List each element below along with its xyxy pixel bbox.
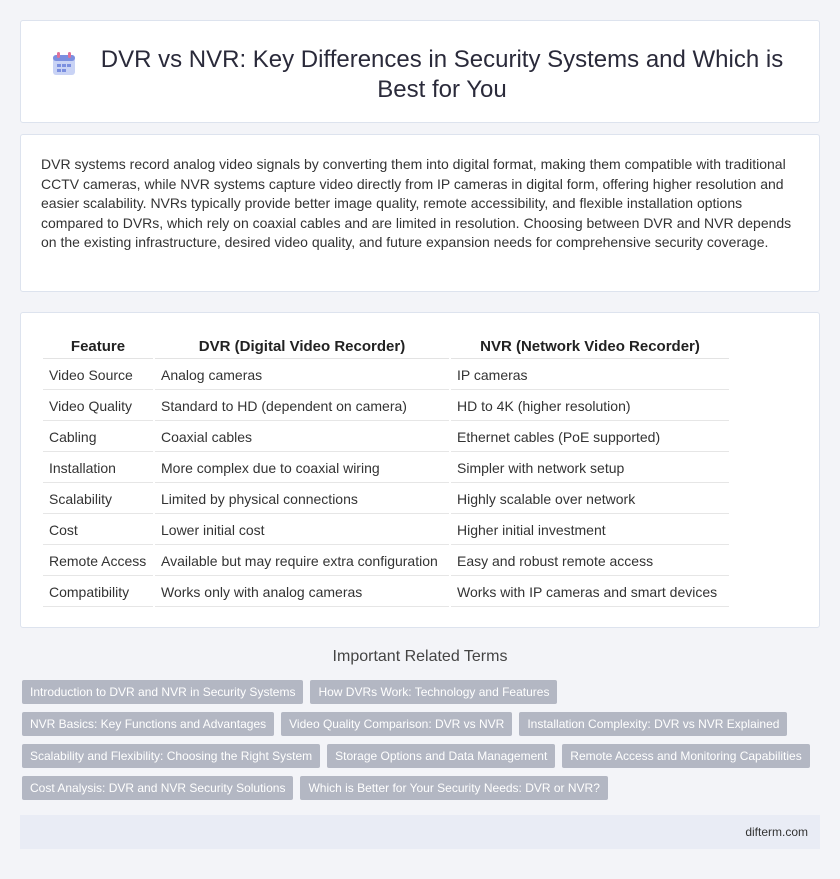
- dvr-cell: Works only with analog cameras: [155, 578, 449, 607]
- dvr-cell: Coaxial cables: [155, 423, 449, 452]
- dvr-cell: Analog cameras: [155, 361, 449, 390]
- table-row: [43, 423, 729, 452]
- related-term-link[interactable]: Introduction to DVR and NVR in Security Systems: [22, 680, 303, 704]
- related-term-link[interactable]: Installation Complexity: DVR vs NVR Explained: [519, 712, 787, 736]
- footer: [20, 815, 820, 849]
- header-feature: Feature: [43, 335, 153, 359]
- feature-cell: Installation: [43, 454, 153, 483]
- table-row: [43, 392, 729, 421]
- related-term-link[interactable]: Cost Analysis: DVR and NVR Security Solutions: [22, 776, 293, 800]
- feature-cell: Scalability: [43, 485, 153, 514]
- table-row: [43, 516, 729, 545]
- comparison-table: [41, 333, 731, 609]
- nvr-cell: Simpler with network setup: [451, 454, 729, 483]
- feature-cell: Remote Access: [43, 547, 153, 576]
- header-nvr: NVR (Network Video Recorder): [451, 335, 729, 359]
- page-title: DVR vs NVR: Key Differences in Security Systems and Which is Best for You: [100, 46, 784, 103]
- related-term-link[interactable]: NVR Basics: Key Functions and Advantages: [22, 712, 274, 736]
- related-terms-list: [22, 680, 818, 808]
- dvr-cell: Lower initial cost: [155, 516, 449, 545]
- intro-card: [20, 134, 820, 292]
- feature-cell: Video Source: [43, 361, 153, 390]
- table-row: [43, 547, 729, 576]
- table-row: [43, 578, 729, 607]
- header-dvr: DVR (Digital Video Recorder): [155, 335, 449, 359]
- nvr-cell: Easy and robust remote access: [451, 547, 729, 576]
- comparison-card: [20, 312, 820, 628]
- nvr-cell: Ethernet cables (PoE supported): [451, 423, 729, 452]
- nvr-cell: Highly scalable over network: [451, 485, 729, 514]
- nvr-cell: HD to 4K (higher resolution): [451, 392, 729, 421]
- feature-cell: Cabling: [43, 423, 153, 452]
- table-row: [43, 485, 729, 514]
- related-term-link[interactable]: Video Quality Comparison: DVR vs NVR: [281, 712, 512, 736]
- intro-paragraph: DVR systems record analog video signals by converting them into digital format, making them compatible with traditional CCTV cameras, while NVR systems capture video directly from IP cameras in digital form, offering higher resolution and easier scalability. NVRs typically provide better image quality, remote accessibility, and flexible installation options compared to DVRs, which rely on coaxial cables and are limited in resolution. Choosing between DVR and NVR depends on the existing infrastructure, desired video quality, and future expansion needs for comprehensive security coverage.: [41, 156, 792, 250]
- dvr-cell: Standard to HD (dependent on camera): [155, 392, 449, 421]
- feature-cell: Compatibility: [43, 578, 153, 607]
- feature-cell: Cost: [43, 516, 153, 545]
- nvr-cell: Works with IP cameras and smart devices: [451, 578, 729, 607]
- footer-site-link[interactable]: difterm.com: [745, 825, 808, 839]
- related-term-link[interactable]: Which is Better for Your Security Needs: DVR or NVR?: [300, 776, 607, 800]
- related-term-link[interactable]: Storage Options and Data Management: [327, 744, 555, 768]
- related-terms-heading: Important Related Terms: [332, 648, 508, 665]
- related-term-link[interactable]: Scalability and Flexibility: Choosing the Right System: [22, 744, 320, 768]
- dvr-cell: More complex due to coaxial wiring: [155, 454, 449, 483]
- table-row: [43, 454, 729, 483]
- dvr-cell: Limited by physical connections: [155, 485, 449, 514]
- title-card: [20, 20, 820, 123]
- dvr-cell: Available but may require extra configuration: [155, 547, 449, 576]
- related-term-link[interactable]: How DVRs Work: Technology and Features: [310, 680, 557, 704]
- calendar-icon: [51, 51, 77, 77]
- table-row: [43, 361, 729, 390]
- nvr-cell: Higher initial investment: [451, 516, 729, 545]
- feature-cell: Video Quality: [43, 392, 153, 421]
- related-term-link[interactable]: Remote Access and Monitoring Capabilities: [562, 744, 809, 768]
- table-header-row: [43, 335, 729, 359]
- nvr-cell: IP cameras: [451, 361, 729, 390]
